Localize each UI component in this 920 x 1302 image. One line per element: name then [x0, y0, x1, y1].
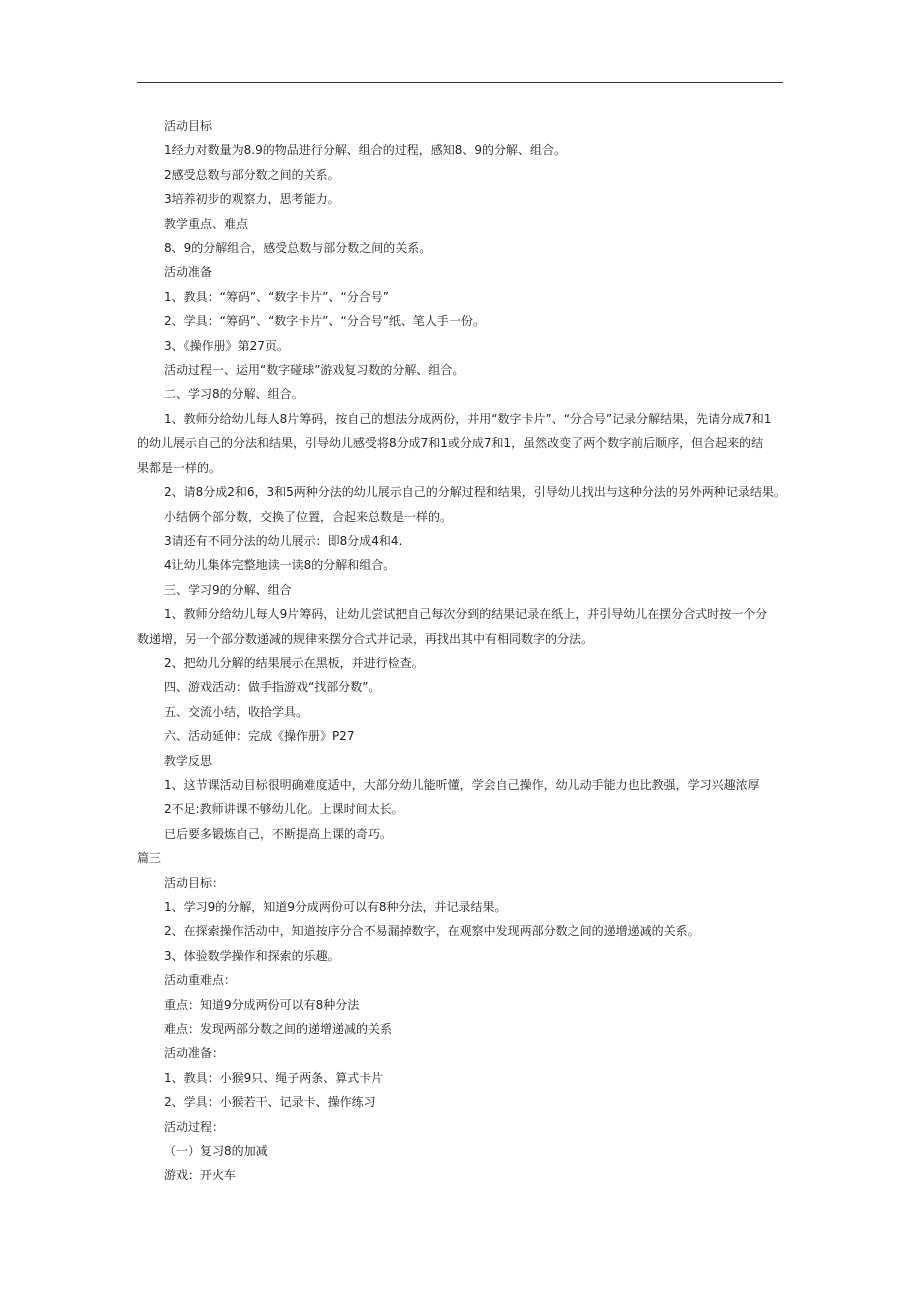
text-line: 二、学习8的分解、组合。: [164, 387, 304, 402]
text-line: 重点：知道9分成两份可以有8种分法: [164, 997, 360, 1012]
text-line: 五、交流小结，收拾学具。: [164, 704, 309, 719]
text-line: 2、请8分成2和6，3和5两种分法的幼儿展示自己的分解过程和结果，引导幼儿找出与这种分法的另外两种记录结果。: [164, 485, 786, 500]
document-body: [137, 114, 786, 1188]
section-heading: 篇三: [137, 851, 162, 866]
text-line: 1、教具：小猴9只、绳子两条、算式卡片: [164, 1070, 384, 1085]
text-line: 2、把幼儿分解的结果展示在黑板，并进行检查。: [164, 655, 424, 670]
text-line: 果都是一样的。: [137, 460, 222, 475]
text-line: 1、教具：“筹码”、“数字卡片”、“分合号”: [164, 289, 389, 304]
text-line: 1、这节课活动目标很明确难度适中，大部分幼儿能听懂，学会自己操作，幼儿动手能力也比教强，学习兴趣浓厚: [164, 777, 760, 792]
text-line: 3培养初步的观察力，思考能力。: [164, 192, 340, 207]
text-line: 四、游戏活动：做手指游戏“找部分数”。: [164, 680, 381, 695]
text-line: 1经力对数量为8.9的物品进行分解、组合的过程，感知8、9的分解、组合。: [164, 143, 566, 158]
text-line: 8、9的分解组合，感受总数与部分数之间的关系。: [164, 241, 432, 256]
text-line: 数递增，另一个部分数递减的规律来摆分合式并记录，再找出其中有相同数字的分法。: [137, 631, 594, 646]
text-line: 活动准备: [164, 265, 213, 280]
text-line: 2、学具：“筹码”、“数字卡片”、“分合号”纸、笔人手一份。: [164, 314, 485, 329]
text-line: 2、学具：小猴若干、记录卡、操作练习: [164, 1095, 376, 1110]
text-line: 三、学习9的分解、组合: [164, 582, 292, 597]
text-line: 活动过程：: [164, 1119, 225, 1134]
text-line: 活动目标：: [164, 875, 225, 890]
text-line: 已后要多锻炼自己，不断提高上课的奇巧。: [164, 826, 393, 841]
text-line: 活动目标: [164, 119, 213, 133]
header-rule: [137, 82, 783, 83]
text-line: 1、教师分给幼儿每人8片筹码，按自己的想法分成两份，并用“数字卡片”、“分合号”记录分解结果，先请分成7和1: [164, 411, 772, 426]
text-line: 2感受总数与部分数之间的关系。: [164, 167, 340, 182]
text-line: 3、体验数学操作和探索的乐趣。: [164, 948, 340, 963]
text-line: 3、《操作册》第27页。: [164, 338, 289, 353]
text-line: 4让幼儿集体完整地读一读8的分解和组合。: [164, 558, 396, 573]
text-line: 难点：发现两部分数之间的递增递减的关系: [164, 1022, 393, 1037]
text-line: （一）复习8的加减: [164, 1144, 268, 1159]
text-line: 六、活动延伸：完成《操作册》P27: [164, 729, 355, 744]
text-line: 游戏：开火车: [164, 1168, 237, 1183]
text-line: 小结俩个部分数，交换了位置，合起来总数是一样的。: [164, 509, 453, 524]
text-line: 活动重难点：: [164, 973, 237, 988]
text-line: 活动过程一、运用“数字碰球”游戏复习数的分解、组合。: [164, 363, 465, 378]
text-line: 2、在探索操作活动中，知道按序分合不易漏掉数字，在观察中发现两部分数之间的递增递减的关系。: [164, 924, 700, 939]
text-line: 1、教师分给幼儿每人9片筹码，让幼儿尝试把自己每次分到的结果记录在纸上，并引导幼儿在摆分合式时按一个分: [164, 607, 768, 622]
text-line: 3请还有不同分法的幼儿展示：即8分成4和4.: [164, 533, 403, 548]
text-line: 2不足:教师讲课不够幼儿化。上课时间太长。: [164, 802, 404, 817]
text-line: 活动准备：: [164, 1046, 225, 1061]
text-line: 教学重点、难点: [164, 216, 249, 231]
text-line: 1、学习9的分解，知道9分成两份可以有8种分法，并记录结果。: [164, 900, 507, 914]
text-line: 的幼儿展示自己的分法和结果，引导幼儿感受将8分成7和1或分成7和1，虽然改变了两个数字前后顺序，但合起来的结: [137, 436, 764, 451]
text-line: 教学反思: [164, 753, 213, 768]
